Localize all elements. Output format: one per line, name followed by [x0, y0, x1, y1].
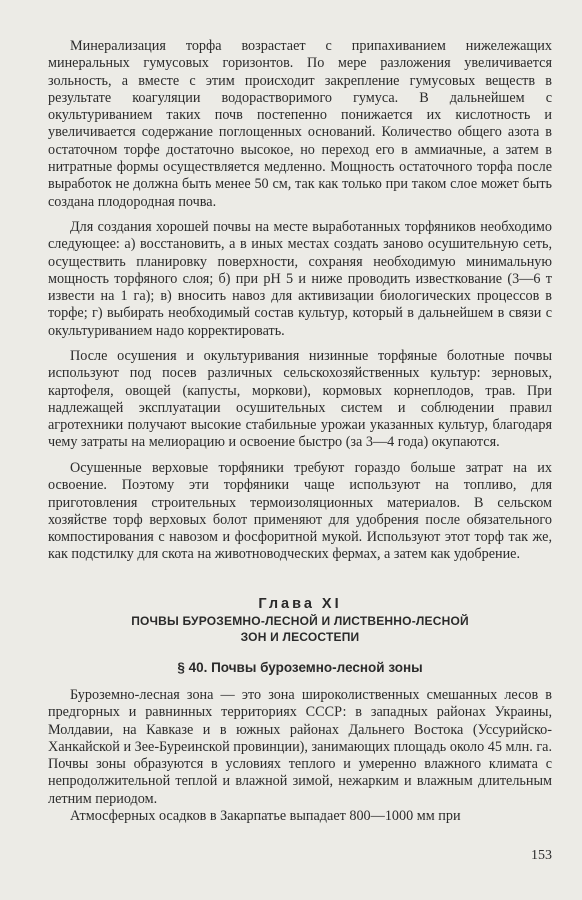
chapter-label: Глава XI: [258, 596, 342, 612]
paragraph-block: [48, 687, 552, 825]
page-number: 153: [531, 848, 552, 863]
paragraph: Буроземно-лесная зона — это зона широколиственных смешанных лесов в предгорных и равнинных территориях СССР: в западных районах Украины, Молдавии, на Кавказе и в южных районах Дальнего Востока (Уссурийско-Ханкайской и Зее-Буреинской провинции), занимающих площадь около 45 млн. га. Почвы зоны образуются в условиях теплого и умеренно влажного климата с непродолжительной теплой и влажной зимой, нежарким и влажным длительным летним периодом.: [48, 687, 552, 807]
chapter-title-line-1: ПОЧВЫ БУРОЗЕМНО-ЛЕСНОЙ И ЛИСТВЕННО-ЛЕСНОЙ: [131, 614, 469, 628]
paragraph-block: [48, 460, 552, 564]
paragraph-block: [48, 219, 552, 340]
paragraph: Для создания хорошей почвы на месте выработанных торфяников необходимо следующее: а) восстановить, а в иных местах создать заново осушительную сеть, осуществить планировку поверхности, сохраняя необходимую минимальную мощность торфяного слоя; б) при pH 5 и ниже проводить известкование (3—6 т извести на 1 га); в) вносить навоз для активизации биологических процессов в торфе; г) выбирать необходимый состав культур, который в дальнейшем в связи с окультуриванием надо корректировать.: [48, 219, 552, 339]
paragraph: Осушенные верховые торфяники требуют гораздо больше затрат на их освоение. Поэтому эти торфяники чаще используют на топливо, для приготовления строительных термоизоляционных материалов. В сельском хозяйстве торф верховых болот применяют для удобрения после обязательного компостирования с навозом и фосфоритной мукой. Используют этот торф так же, как подстилку для скота на животноводческих фермах, а затем как удобрение.: [48, 460, 552, 563]
chapter-title-line-2: ЗОН И ЛЕСОСТЕПИ: [240, 630, 360, 644]
paragraph: Атмосферных осадков в Закарпатье выпадает 800—1000 мм при: [70, 808, 461, 825]
paragraph-block: [48, 38, 552, 211]
paragraph: После осушения и окультуривания низинные торфяные болотные почвы используют под посев различных сельскохозяйственных культур: зерновых, картофеля, овощей (капусты, моркови), кормовых корнеплодов, трав. При надлежащей эксплуатации осушительных систем и соблюдении правил агротехники получают высокие стабильные урожаи указанных культур, благодаря чему затраты на мелиорацию и освоение быстро (за 3—4 года) окупаются.: [48, 348, 552, 451]
paragraph: Минерализация торфа возрастает с припахиванием нижележащих минеральных гумусовых горизонтов. По мере разложения увеличивается зольность, а вместе с этим происходит закрепление гумусовых веществ в результате коагуляции водорастворимого гумуса. В дальнейшем с окультуриванием таких почв постепенно понижается их кислотность и увеличивается содержание поглощенных оснований. Количество общего азота в остаточном торфе достаточно высокое, но переход его в аммиачные, а затем в нитратные формы осуществляется медленно. Мощность остаточного торфа после выработок не должна быть менее 50 см, так как только при таком слое может быть создана плодородная почва.: [48, 38, 552, 210]
section-heading: § 40. Почвы буроземно-лесной зоны: [177, 660, 423, 675]
paragraph-block: [48, 348, 552, 452]
